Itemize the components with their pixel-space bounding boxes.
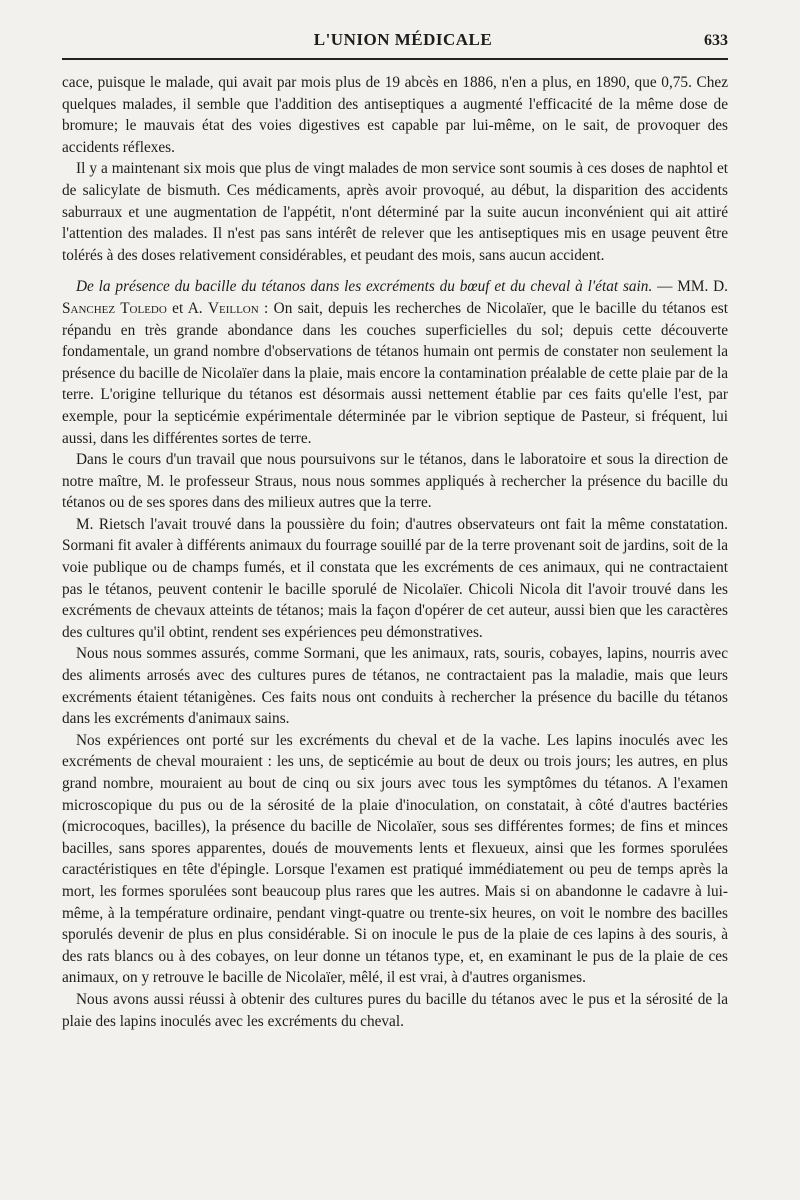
paragraph-continuation: cace, puisque le malade, qui avait par mois plus de 19 abcès en 1886, n'en a plus, en 1890, que 0,75. Chez quelques malades, il semble que l'addition des antiseptiques a augmenté l'efficacité de la même dose de bromure; le mauvais état des voies digestives est capable par lui-même, on le sait, de provoquer des accidents réflexes. (62, 74, 728, 156)
author-name: Sanchez Toledo (62, 299, 167, 317)
page-number: 633 (704, 32, 728, 49)
author-name: Veillon (207, 299, 259, 317)
paragraph: Nous avons aussi réussi à obtenir des cultures pures du bacille du tétanos avec le pus et la sérosité de la plaie des lapins inoculés avec les excréments du cheval. (62, 990, 728, 1030)
section-title: De la présence du bacille du tétanos dans les excréments du bœuf et du cheval à l'état sain. (76, 278, 653, 296)
paragraph: M. Rietsch l'avait trouvé dans la poussière du foin; d'autres observateurs ont fait la même constatation. Sormani fit avaler à différents animaux du fourrage souillé par de la terre provenant soit de jardins, soit de la voie publique ou de champs fumés, et il constata que les excréments de ces animaux, qui ne contractaient pas le tétanos, peuvent contenir le bacille sporulé de Nicolaïer. Chicoli Nicola dit l'avoir trouvé dans les excréments de chevaux atteints de tétanos; mais la façon d'opérer de cet auteur, aussi bien que les caractères des cultures qu'il obtint, rendent ses expériences peu démonstratives. (62, 515, 728, 641)
paragraph: Il y a maintenant six mois que plus de vingt malades de mon service sont soumis à ces doses de naphtol et de salicylate de bismuth. Ces médicaments, après avoir provoqué, au début, la disparition des accidents saburraux et une augmentation de l'appétit, n'ont déterminé par la suite aucun inconvénient qui ait attiré l'attention des malades. Il n'est pas sans intérêt de relever que les antiseptiques mis en usage peuvent être tolérés à des doses relativement considérables, et peudant des mois, sans aucun accident. (62, 160, 728, 264)
author-separator: — MM. D. (652, 278, 729, 296)
paragraph: Dans le cours d'un travail que nous poursuivons sur le tétanos, dans le laboratoire et sous la direction de notre maître, M. le professeur Straus, nous nous sommes appliqués à rechercher la présence du bacille du tétanos ou de ses spores dans des milieux autres que la terre. (62, 451, 728, 512)
paragraph: Nos expériences ont porté sur les excréments du cheval et de la vache. Les lapins inoculés avec les excréments de cheval mouraient : les uns, de septicémie au bout de deux ou trois jours; les autres, en plus grand nombre, mouraient au bout de cinq ou six jours avec tous les symptômes du tétanos. A l'examen microscopique du pus ou de la sérosité de la plaie d'inoculation, on constatait, à côté d'autres bactéries (microcoques, bacilles), la présence du bacille de Nicolaïer, sous ses différentes formes; de fins et minces bacilles, sans spores apparentes, doués de mouvements lents et flexueux, ainsi que les formes sporulées caractéristiques en tête d'épingle. Lorsque l'examen est pratiqué immédiatement ou peu de temps après la mort, les formes sporulées sont beaucoup plus rares que les autres. Mais si on abandonne le cadavre à lui-même, à la température ordinaire, pendant vingt-quatre ou trente-six heures, on voit le nombre des bacilles sporulés devenir de plus en plus considérable. Si on inocule le pus de la plaie de ces lapins à des souris, à des rats blancs ou à des cobayes, on leur donne un tétanos type, et, en examinant le pus de la plaie de ces animaux, on y retrouve le bacille de Nicolaïer, mêlé, il est vrai, à d'autres organismes. (62, 731, 728, 987)
section-paragraph (62, 276, 728, 449)
running-title: L'UNION MÉDICALE (313, 30, 493, 49)
author-conjunction: et A. (166, 299, 208, 317)
paragraph-text: : On sait, depuis les recherches de Nicolaïer, que le bacille du tétanos est répandu en très grande abondance dans les couches superficielles du sol; depuis cette découverte fondamentale, un grand nombre d'observations de tétanos humain ont permis de constater non seulement la présence du bacille de Nicolaïer dans la plaie, mais encore la contamination préalable de cette plaie par de la terre. L'origine tellurique du tétanos est désormais aussi nettement établie par ces faits qu'elle l'est, par exemple, pour la septicémie expérimentale déterminée par le vibrion septique de Pasteur, si fréquent, lui aussi, dans les différentes sortes de terre. (62, 299, 729, 447)
header-rule (62, 58, 728, 60)
page-header (62, 30, 728, 50)
article-body (62, 72, 728, 1032)
paragraph: Nous nous sommes assurés, comme Sormani, que les animaux, rats, souris, cobayes, lapins, nourris avec des aliments arrosés avec des cultures pures de tétanos, ne contractaient pas la maladie, mais que leurs excréments étaient tétanigènes. Ces faits nous ont conduits à rechercher la présence du bacille du tétanos dans les excréments d'animaux sains. (62, 645, 728, 728)
